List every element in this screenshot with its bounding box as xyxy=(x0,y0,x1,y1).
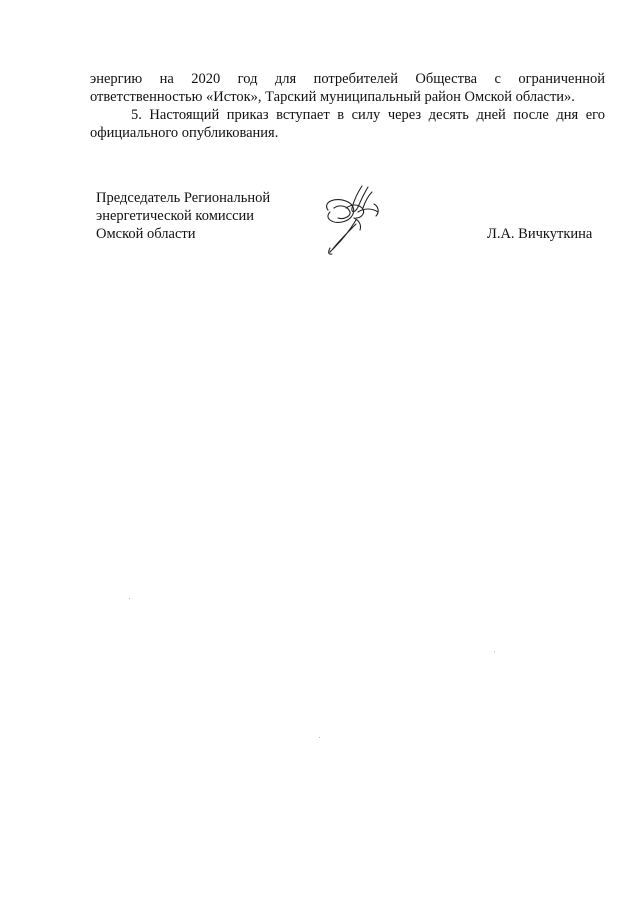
scan-speck xyxy=(319,737,320,738)
paragraph-line: официального опубликования. xyxy=(90,125,279,141)
signer-title xyxy=(96,189,270,243)
signer-title-line: энергетической комиссии xyxy=(96,208,255,224)
signer-title-line: Омской области xyxy=(96,226,196,242)
document-body xyxy=(90,70,605,142)
paragraph-line: ответственностью «Исток», Тарский муниципальный район Омской области». xyxy=(90,89,575,105)
signer-title-line: Председатель Региональной xyxy=(96,190,271,206)
paragraph-line: энергию на 2020 год для потребителей Общества с ограниченной xyxy=(90,71,605,87)
paragraph-tariff-continuation xyxy=(90,70,605,106)
handwritten-signature-icon xyxy=(318,182,388,257)
signer-name: Л.А. Вичкуткина xyxy=(487,226,593,242)
scan-speck xyxy=(129,598,130,599)
scan-speck xyxy=(494,651,495,652)
paragraph-effective-date xyxy=(90,106,605,142)
paragraph-line: 5. Настоящий приказ вступает в силу через десять дней после дня его xyxy=(131,107,605,123)
